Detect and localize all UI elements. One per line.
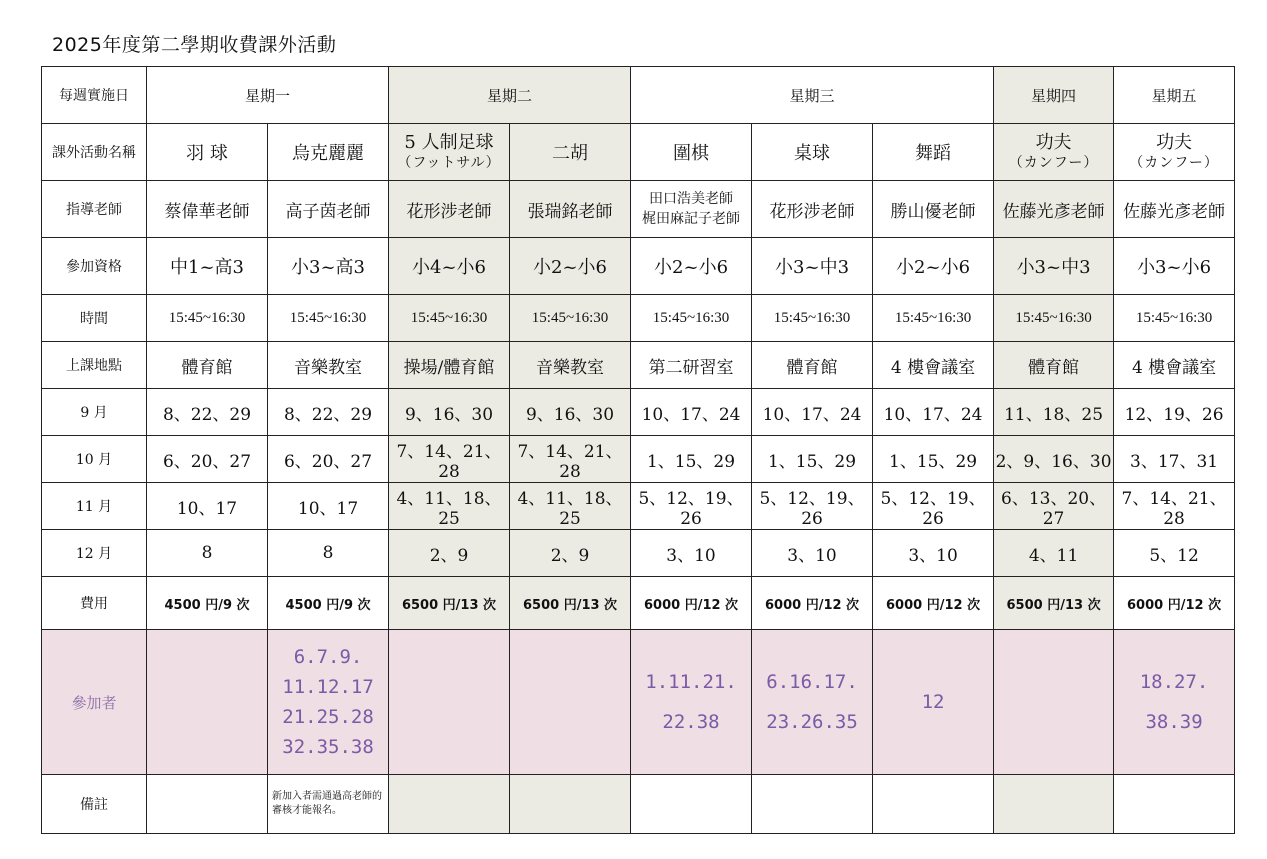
activity-name: 功夫 [1156,132,1193,153]
day-row [42,67,1235,124]
nov-cell: 5、12、19、26 [752,483,873,530]
name-cell [994,124,1114,181]
dec-cell: 3、10 [873,530,994,577]
participants-cell [631,630,752,775]
sep-cell: 9、16、30 [510,389,631,436]
row-label-fee: 費用 [42,577,147,630]
dec-cell: 8 [147,530,268,577]
remarks-cell [268,775,389,834]
participants-cell [389,630,510,775]
sep-cell: 10、17、24 [752,389,873,436]
name-cell: 桌球 [752,124,873,181]
time-cell: 15:45~16:30 [268,295,389,342]
teacher-cell: 花形涉老師 [752,181,873,238]
dec-row [42,530,1235,577]
fee-cell: 6500 円/13 次 [389,577,510,630]
oct-cell: 6、20、27 [268,436,389,483]
fee-row [42,577,1235,630]
activity-name-sub: （フットサル） [397,155,501,171]
activity-name-sub: （カンフー） [1129,155,1219,171]
participants-cell [873,630,994,775]
row-label-participants: 參加者 [42,630,147,775]
participant-numbers: 32.35.38 [282,736,374,758]
name-cell: 烏克麗麗 [268,124,389,181]
dec-cell: 2、9 [389,530,510,577]
dec-cell: 3、10 [752,530,873,577]
eligibility-cell: 小3~中3 [994,238,1114,295]
remarks-cell [752,775,873,834]
name-cell: 羽 球 [147,124,268,181]
page-title: 2025年度第二學期收費課外活動 [52,34,337,56]
day-header-fri: 星期五 [1114,67,1235,124]
row-label-sep: 9 月 [42,389,147,436]
location-row [42,342,1235,389]
location-cell: 操場/體育館 [389,342,510,389]
sep-cell: 12、19、26 [1114,389,1235,436]
participants-cell [510,630,631,775]
location-cell: 4 樓會議室 [1114,342,1235,389]
participants-cell [994,630,1114,775]
time-cell: 15:45~16:30 [752,295,873,342]
sep-cell: 11、18、25 [994,389,1114,436]
participant-numbers: 38.39 [1145,711,1203,733]
time-cell: 15:45~16:30 [510,295,631,342]
row-label-oct: 10 月 [42,436,147,483]
nov-cell: 4、11、18、25 [510,483,631,530]
teacher-name: 田口浩美老師 [649,191,734,207]
teacher-name: 梶田麻記子老師 [642,211,741,227]
teacher-cell: 勝山優老師 [873,181,994,238]
sep-cell: 10、17、24 [873,389,994,436]
name-cell: 圍棋 [631,124,752,181]
remarks-row [42,775,1235,834]
row-label-location: 上課地點 [42,342,147,389]
eligibility-cell: 小2~小6 [631,238,752,295]
remarks-cell [631,775,752,834]
location-cell: 體育館 [994,342,1114,389]
nov-cell: 6、13、20、27 [994,483,1114,530]
location-cell: 體育館 [752,342,873,389]
location-cell: 體育館 [147,342,268,389]
oct-row [42,436,1235,483]
remarks-cell [510,775,631,834]
participant-numbers: 11.12.17 [282,676,374,698]
participants-row [42,630,1235,775]
nov-row [42,483,1235,530]
teacher-cell: 蔡偉華老師 [147,181,268,238]
name-row [42,124,1235,181]
sep-cell: 8、22、29 [268,389,389,436]
participant-numbers: 1.11.21. [645,671,737,693]
time-cell: 15:45~16:30 [994,295,1114,342]
participant-numbers: 18.27. [1139,671,1209,693]
location-cell: 4 樓會議室 [873,342,994,389]
activity-name-sub: （カンフー） [1008,155,1099,171]
remarks-cell [994,775,1114,834]
eligibility-cell: 小3~小6 [1114,238,1235,295]
oct-cell: 7、14、21、28 [389,436,510,483]
row-label-remarks: 備註 [42,775,147,834]
fee-cell: 6000 円/12 次 [752,577,873,630]
participant-numbers: 22.38 [662,711,720,733]
time-cell: 15:45~16:30 [147,295,268,342]
teacher-cell: 張瑞銘老師 [510,181,631,238]
oct-cell: 1、15、29 [873,436,994,483]
row-label-teacher: 指導老師 [42,181,147,238]
participants-cell [1114,630,1235,775]
eligibility-cell: 小2~小6 [510,238,631,295]
fee-cell: 6000 円/12 次 [1114,577,1235,630]
remark-text: 新加入者需通過高老師的審核才能報名。 [272,791,382,816]
location-cell: 音樂教室 [268,342,389,389]
time-cell: 15:45~16:30 [873,295,994,342]
eligibility-cell: 小3~中3 [752,238,873,295]
fee-cell: 6000 円/12 次 [631,577,752,630]
eligibility-cell: 中1~高3 [147,238,268,295]
eligibility-cell: 小2~小6 [873,238,994,295]
oct-cell: 1、15、29 [631,436,752,483]
fee-cell: 6500 円/13 次 [510,577,631,630]
time-cell: 15:45~16:30 [389,295,510,342]
fee-cell: 4500 円/9 次 [147,577,268,630]
row-label-time: 時間 [42,295,147,342]
dec-cell: 4、11 [994,530,1114,577]
day-header-wed: 星期三 [631,67,994,124]
activity-schedule-table [41,66,1235,834]
oct-cell: 7、14、21、28 [510,436,631,483]
time-cell: 15:45~16:30 [1114,295,1235,342]
fee-cell: 4500 円/9 次 [268,577,389,630]
participant-numbers: 12 [921,691,945,713]
oct-cell: 1、15、29 [752,436,873,483]
sep-row [42,389,1235,436]
eligibility-cell: 小3~高3 [268,238,389,295]
oct-cell: 3、17、31 [1114,436,1235,483]
oct-cell: 6、20、27 [147,436,268,483]
nov-cell: 10、17 [147,483,268,530]
dec-cell: 5、12 [1114,530,1235,577]
name-cell: 二胡 [510,124,631,181]
sep-cell: 8、22、29 [147,389,268,436]
sep-cell: 9、16、30 [389,389,510,436]
oct-cell: 2、9、16、30 [994,436,1114,483]
name-cell [389,124,510,181]
remarks-cell [1114,775,1235,834]
fee-cell: 6500 円/13 次 [994,577,1114,630]
eligibility-row [42,238,1235,295]
nov-cell: 5、12、19、26 [631,483,752,530]
teacher-cell: 佐藤光彥老師 [1114,181,1235,238]
participants-cell [147,630,268,775]
participants-cell [268,630,389,775]
teacher-cell: 高子茵老師 [268,181,389,238]
time-cell: 15:45~16:30 [631,295,752,342]
row-label-eligibility: 參加資格 [42,238,147,295]
time-row [42,295,1235,342]
participant-numbers: 23.26.35 [766,711,858,733]
nov-cell: 5、12、19、26 [873,483,994,530]
day-header-tue: 星期二 [389,67,631,124]
day-header-thu: 星期四 [994,67,1114,124]
nov-cell: 10、17 [268,483,389,530]
dec-cell: 2、9 [510,530,631,577]
participant-numbers: 21.25.28 [282,706,374,728]
participants-cell [752,630,873,775]
remarks-cell [389,775,510,834]
teacher-cell: 佐藤光彥老師 [994,181,1114,238]
fee-cell: 6000 円/12 次 [873,577,994,630]
activity-name: 功夫 [1035,132,1072,153]
dec-cell: 8 [268,530,389,577]
row-label-nov: 11 月 [42,483,147,530]
eligibility-cell: 小4~小6 [389,238,510,295]
row-label-name: 課外活動名稱 [42,124,147,181]
location-cell: 音樂教室 [510,342,631,389]
row-label-day: 每週實施日 [42,67,147,124]
activity-name: 5 人制足球 [404,132,494,153]
teacher-cell: 花形涉老師 [389,181,510,238]
participant-numbers: 6.7.9. [293,646,363,668]
teacher-row [42,181,1235,238]
remarks-cell [873,775,994,834]
sep-cell: 10、17、24 [631,389,752,436]
location-cell: 第二研習室 [631,342,752,389]
name-cell [1114,124,1235,181]
nov-cell: 4、11、18、25 [389,483,510,530]
nov-cell: 7、14、21、28 [1114,483,1235,530]
dec-cell: 3、10 [631,530,752,577]
row-label-dec: 12 月 [42,530,147,577]
day-header-mon: 星期一 [147,67,389,124]
teacher-cell [631,181,752,238]
participant-numbers: 6.16.17. [766,671,858,693]
name-cell: 舞蹈 [873,124,994,181]
remarks-cell [147,775,268,834]
